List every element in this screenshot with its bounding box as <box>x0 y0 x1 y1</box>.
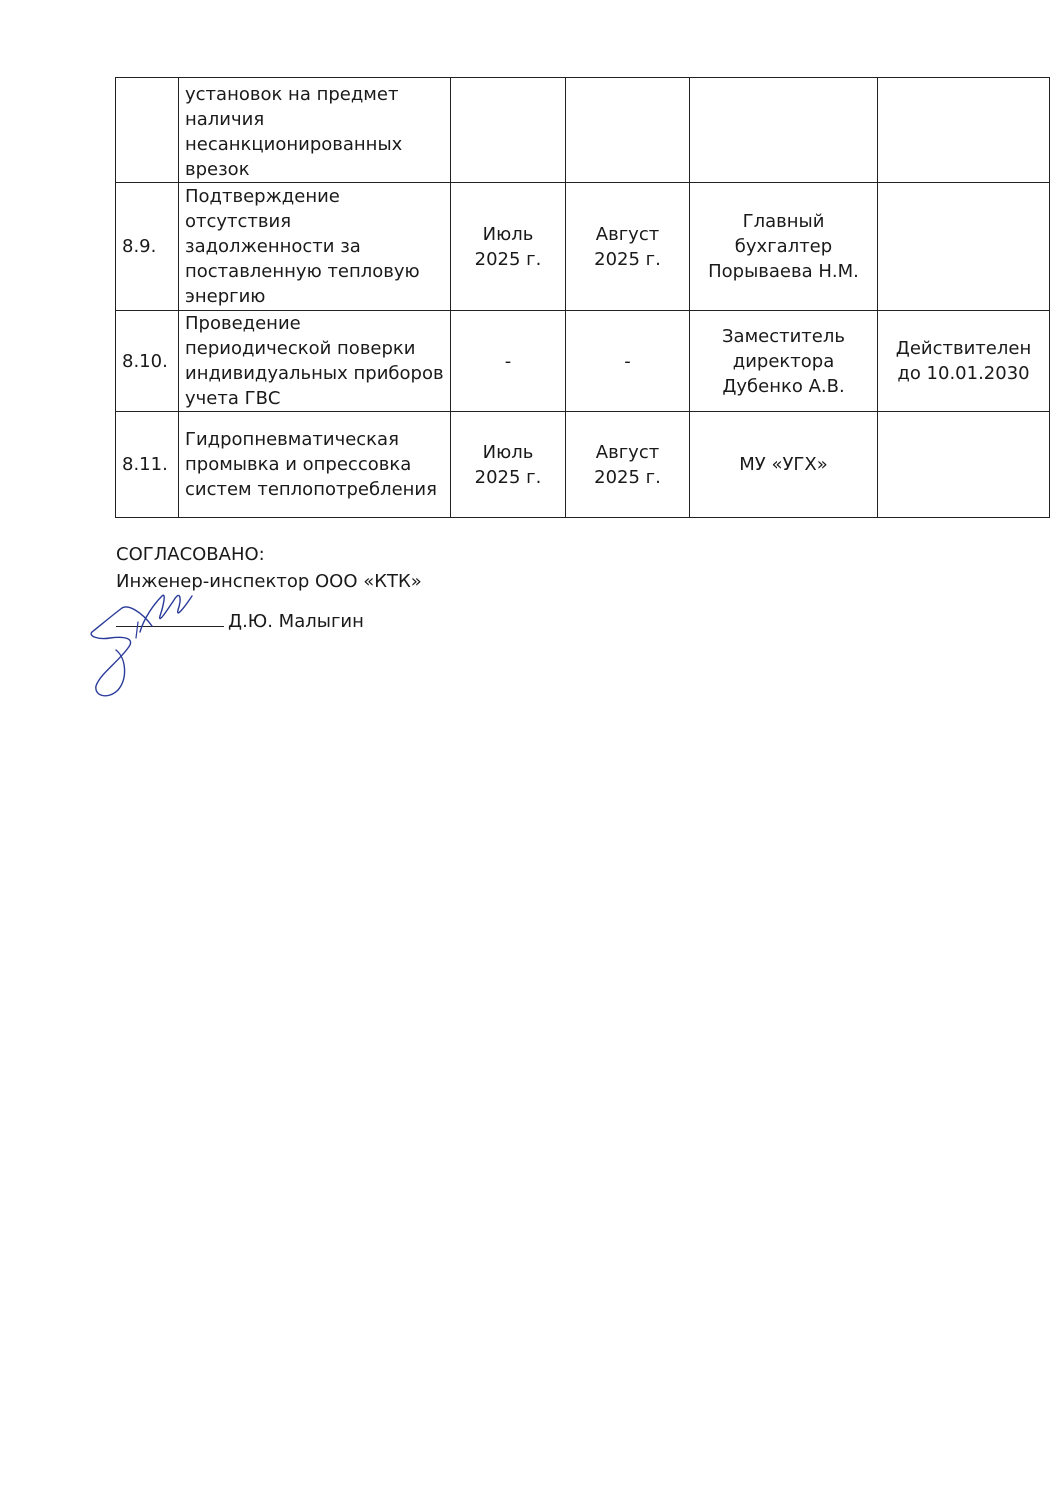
work-description: Проведение периодической поверки индивидуальных приборов учета ГВС <box>179 311 451 412</box>
start-date: - <box>451 311 566 412</box>
end-date: Август 2025 г. <box>566 183 690 311</box>
table-row <box>116 183 1050 311</box>
handwritten-signature <box>82 578 222 703</box>
work-plan-table <box>115 77 1050 518</box>
table-row <box>116 78 1050 183</box>
approval-heading: СОГЛАСОВАНО: <box>116 544 265 565</box>
end-date: Август 2025 г. <box>566 412 690 518</box>
responsible-person: Заместитель директора Дубенко А.В. <box>690 311 878 412</box>
row-note <box>878 183 1050 311</box>
end-date <box>566 78 690 183</box>
row-note <box>878 412 1050 518</box>
table-row <box>116 412 1050 518</box>
row-note <box>878 78 1050 183</box>
approver-position: Инженер-инспектор ООО «КТК» <box>116 571 422 592</box>
work-description: Подтверждение отсутствия задолженности за поставленную тепловую энергию <box>179 183 451 311</box>
end-date: - <box>566 311 690 412</box>
responsible-person: МУ «УГХ» <box>690 412 878 518</box>
signer-name: Д.Ю. Малыгин <box>228 611 364 632</box>
start-date: Июль 2025 г. <box>451 412 566 518</box>
start-date <box>451 78 566 183</box>
table-row <box>116 311 1050 412</box>
start-date: Июль 2025 г. <box>451 183 566 311</box>
row-number: 8.11. <box>116 412 179 518</box>
work-description: установок на предмет наличия несанкционированных врезок <box>179 78 451 183</box>
row-number: 8.10. <box>116 311 179 412</box>
work-description: Гидропневматическая промывка и опрессовка систем теплопотребления <box>179 412 451 518</box>
row-number: 8.9. <box>116 183 179 311</box>
row-number <box>116 78 179 183</box>
row-note: Действителен до 10.01.2030 <box>878 311 1050 412</box>
responsible-person: Главный бухгалтер Порываева Н.М. <box>690 183 878 311</box>
responsible-person <box>690 78 878 183</box>
